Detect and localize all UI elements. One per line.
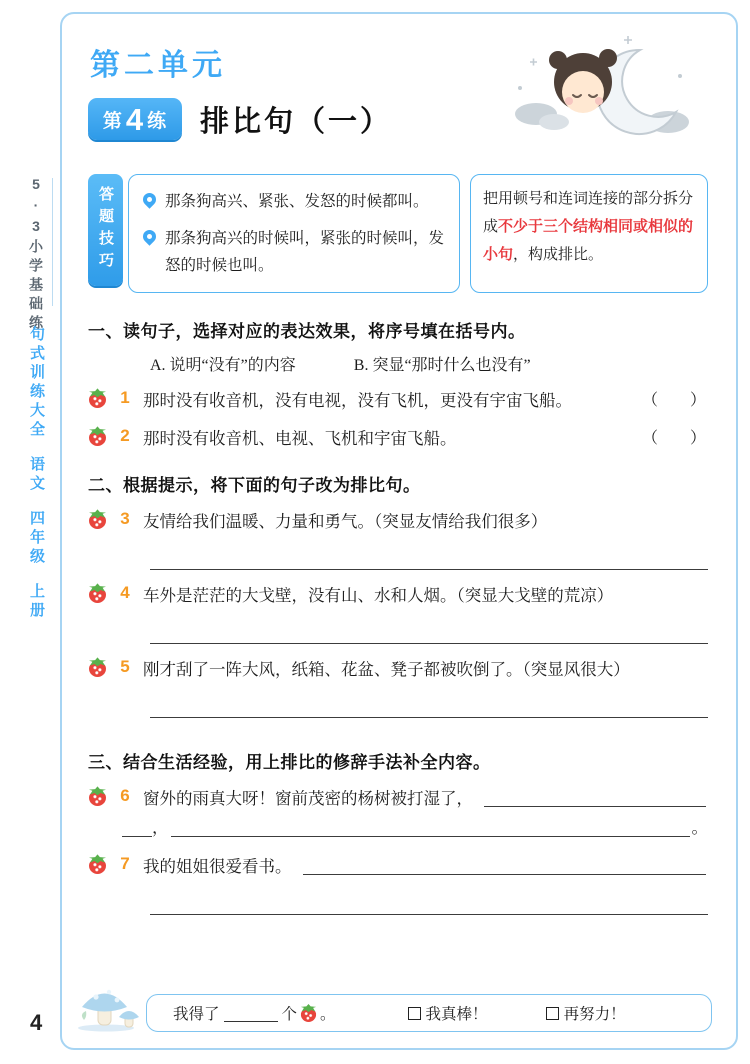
question-row bbox=[88, 509, 708, 534]
score-label: 个 bbox=[281, 1006, 298, 1023]
question-continuation-line bbox=[122, 815, 708, 841]
strawberry-icon bbox=[88, 854, 107, 874]
tip-item bbox=[143, 225, 445, 279]
checkbox-great[interactable] bbox=[408, 1002, 488, 1024]
sidebar-rule bbox=[52, 178, 53, 306]
question-text: 友情给我们温暖、力量和勇气。（突显友情给我们很多） bbox=[143, 512, 548, 532]
section-heading-3: 三、结合生活经验，用上排比的修辞手法补全内容。 bbox=[88, 753, 491, 773]
sleeping-child-illustration bbox=[512, 30, 690, 148]
tip-item bbox=[143, 188, 445, 215]
question-text: 窗外的雨真大呀！窗前茂密的杨树被打湿了， bbox=[143, 789, 473, 809]
tips-tab: 答题技巧 bbox=[88, 174, 123, 286]
volume-text: 上册 bbox=[28, 583, 45, 621]
question-row bbox=[88, 426, 708, 451]
inline-answer-blank[interactable] bbox=[484, 786, 706, 807]
tip-text: 那条狗高兴、紧张、发怒的时候都叫。 bbox=[165, 193, 429, 210]
question-row bbox=[88, 786, 708, 811]
question-text: 那时没有收音机，没有电视，没有飞机，更没有宇宙飞船。 bbox=[143, 391, 572, 411]
tips-note-box bbox=[470, 174, 708, 293]
score-blank[interactable] bbox=[224, 1004, 278, 1022]
option-a: A. 说明“没有”的内容 bbox=[150, 357, 296, 375]
question-number: 1 bbox=[120, 388, 130, 408]
sidebar-book-label bbox=[26, 326, 47, 621]
sidebar-series-label bbox=[26, 176, 46, 334]
note-highlight-text: 不少于三个结构相同或相似的小句 bbox=[483, 218, 694, 263]
question-number: 6 bbox=[120, 786, 130, 806]
tip-text: 那条狗高兴的时候叫，紧张的时候叫，发怒的时候也叫。 bbox=[165, 230, 445, 275]
tips-box bbox=[128, 174, 460, 293]
strawberry-icon bbox=[88, 426, 107, 446]
series-text: 5·3小学基础练 bbox=[28, 176, 44, 334]
question-number: 7 bbox=[120, 854, 130, 874]
inline-answer-blank[interactable] bbox=[122, 815, 152, 837]
location-pin-icon bbox=[140, 227, 158, 245]
strawberry-icon bbox=[88, 786, 107, 806]
option-b: B. 突显“那时什么也没有” bbox=[353, 357, 531, 375]
page-content bbox=[62, 14, 736, 1048]
question-number: 3 bbox=[120, 509, 130, 529]
footer bbox=[76, 980, 712, 1032]
checkbox-square[interactable] bbox=[408, 1007, 421, 1020]
question-text: ， bbox=[152, 818, 169, 838]
score-label: 。 bbox=[320, 1006, 336, 1023]
checkbox-label: 再努力！ bbox=[563, 1006, 626, 1023]
inline-answer-blank[interactable] bbox=[303, 854, 707, 875]
badge-suffix: 练 bbox=[147, 110, 168, 132]
strawberry-icon bbox=[88, 388, 107, 408]
question-row bbox=[88, 854, 708, 879]
book-title-text: 句式训练大全 bbox=[28, 326, 45, 440]
page-frame bbox=[60, 12, 738, 1050]
score-bar bbox=[146, 994, 712, 1032]
question-row bbox=[88, 657, 708, 682]
question-text: 刚才刮了一阵大风，纸箱、花盆、凳子都被吹倒了。（突显风很大） bbox=[143, 660, 630, 680]
question-row bbox=[88, 583, 708, 608]
strawberry-icon bbox=[300, 1004, 317, 1022]
question-text: 车外是茫茫的大戈壁，没有山、水和人烟。（突显大戈壁的荒凉） bbox=[143, 586, 614, 606]
mushroom-illustration bbox=[76, 980, 142, 1032]
grade-text: 四年级 bbox=[28, 510, 45, 567]
checkbox-label: 我真棒！ bbox=[425, 1006, 488, 1023]
answer-blank-line[interactable] bbox=[150, 534, 708, 570]
note-text: 把用顿号和连词连接的部分拆分成 bbox=[483, 191, 694, 235]
question-row bbox=[88, 388, 708, 413]
unit-title: 第二单元 bbox=[90, 49, 226, 82]
question-text: 。 bbox=[691, 818, 708, 838]
lesson-badge bbox=[88, 98, 182, 140]
note-text: ，构成排比。 bbox=[513, 246, 604, 263]
question-number: 5 bbox=[120, 657, 130, 677]
page-number: 4 bbox=[30, 1010, 43, 1035]
strawberry-icon bbox=[88, 583, 107, 603]
answer-blank-line[interactable] bbox=[150, 608, 708, 644]
answer-blank-line[interactable] bbox=[150, 879, 708, 915]
tips-section bbox=[88, 174, 708, 293]
badge-number: 4 bbox=[125, 101, 145, 137]
location-pin-icon bbox=[140, 190, 158, 208]
lesson-title: 排比句（一） bbox=[200, 105, 393, 138]
question-text: 我的姐姐很爱看书。 bbox=[143, 857, 292, 877]
question-number: 2 bbox=[120, 426, 130, 446]
checkbox-square[interactable] bbox=[546, 1007, 559, 1020]
question-text: 那时没有收音机、电视、飞机和宇宙飞船。 bbox=[143, 429, 457, 449]
subject-text: 语文 bbox=[28, 456, 45, 494]
section-heading-1: 一、读句子，选择对应的表达效果，将序号填在括号内。 bbox=[88, 322, 526, 342]
strawberry-icon bbox=[88, 509, 107, 529]
question-number: 4 bbox=[120, 583, 130, 603]
answer-bracket-slot[interactable]: （ ） bbox=[641, 392, 706, 410]
answer-bracket-slot[interactable]: （ ） bbox=[641, 430, 706, 448]
answer-blank-line[interactable] bbox=[150, 682, 708, 718]
score-label: 我得了 bbox=[173, 1006, 220, 1023]
inline-answer-blank[interactable] bbox=[171, 815, 690, 837]
option-row bbox=[150, 352, 708, 375]
strawberry-icon bbox=[88, 657, 107, 677]
section-heading-2: 二、根据提示，将下面的句子改为排比句。 bbox=[88, 476, 421, 496]
checkbox-try-harder[interactable] bbox=[546, 1002, 626, 1024]
badge-prefix: 第 bbox=[102, 110, 123, 132]
